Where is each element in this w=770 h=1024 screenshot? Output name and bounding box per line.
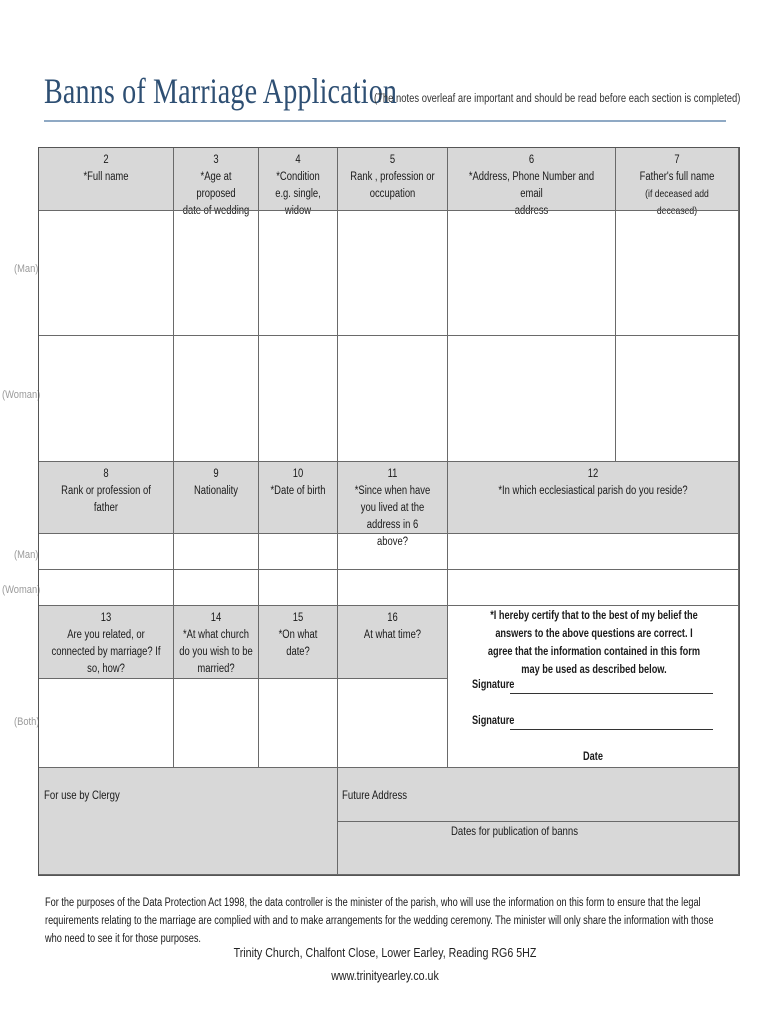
row-label-woman: (Woman) [2,389,41,401]
wedding-time-field[interactable] [337,678,447,767]
page-title: Banns of Marriage Application [44,71,398,111]
banns-dates-label: Dates for publication of banns [451,824,579,838]
man-full-name-field[interactable] [38,210,173,335]
certification-text: *I hereby certify that to the best of my belief the answers to the above questions are correct. I agree that the information contained in this form may be used as described below. [487,610,701,676]
header-cell-father-rank: 8 Rank or profession of father [38,461,173,533]
signature-line[interactable] [510,729,713,730]
woman-dob-field[interactable] [258,569,337,605]
header-cell-rank: 5 Rank , profession or occupation [337,147,447,210]
header-cell-father-name: 7 Father's full name (if deceased add deceased) [615,147,739,210]
signature-label: Signature [472,679,515,691]
row-label-man: (Man) [14,549,39,561]
row-label-man: (Man) [14,263,39,275]
woman-father-rank-field[interactable] [38,569,173,605]
future-address-label: Future Address [342,788,408,802]
woman-full-name-field[interactable] [38,335,173,461]
man-parish-field[interactable] [447,533,739,569]
header-cell-dob: 10 *Date of birth [258,461,337,533]
header-cell-age: 3 *Age at proposed date of wedding [173,147,258,210]
man-nationality-field[interactable] [173,533,258,569]
header-cell-related: 13 Are you related, or connected by marriage? If so, how? [38,605,173,678]
woman-father-name-field[interactable] [615,335,739,461]
man-address-field[interactable] [447,210,615,335]
church-field[interactable] [173,678,258,767]
footer-address: Trinity Church, Chalfont Close, Lower Earley, Reading RG6 5HZ [233,945,537,960]
woman-age-field[interactable] [173,335,258,461]
clergy-label: For use by Clergy [44,788,120,802]
woman-nationality-field[interactable] [173,569,258,605]
man-age-field[interactable] [173,210,258,335]
signature-line[interactable] [510,693,713,694]
header-cell-since-when: 11 *Since when have you lived at the address in 6 above? [337,461,447,533]
header-cell-full-name: 2 *Full name [38,147,173,210]
date-label: Date [583,751,603,763]
related-field[interactable] [38,678,173,767]
row-label-woman: (Woman) [2,584,41,596]
header-cell-church: 14 *At what church do you wish to be married? [173,605,258,678]
woman-since-when-field[interactable] [337,569,447,605]
man-father-rank-field[interactable] [38,533,173,569]
header-cell-address: 6 *Address, Phone Number and email address [447,147,615,210]
header-cell-what-time: 16 At what time? [337,605,447,678]
row-label-both: (Both) [14,716,40,728]
clergy-box [38,767,337,875]
man-dob-field[interactable] [258,533,337,569]
woman-parish-field[interactable] [447,569,739,605]
man-condition-field[interactable] [258,210,337,335]
woman-condition-field[interactable] [258,335,337,461]
title-rule [44,120,726,122]
header-cell-on-what-date: 15 *On what date? [258,605,337,678]
footer-website[interactable]: www.trinityearley.co.uk [331,968,439,983]
wedding-date-field[interactable] [258,678,337,767]
data-protection-notice: For the purposes of the Data Protection Act 1998, the data controller is the minister of the parish, who will use the information on this form to ensure that the legal requirements relating to the marriage are complied with and to make arrangements for the wedding ceremony. The minister will only share the information with those who need to see it for those purposes. [45,897,714,945]
woman-address-field[interactable] [447,335,615,461]
man-father-name-field[interactable] [615,210,739,335]
man-since-when-field[interactable] [337,533,447,569]
header-cell-nationality: 9 Nationality [173,461,258,533]
header-cell-condition: 4 *Condition e.g. single, widow [258,147,337,210]
man-rank-field[interactable] [337,210,447,335]
header-cell-parish: 12 *In which ecclesiastical parish do you reside? [447,461,739,533]
instructions-note: (The notes overleaf are important and should be read before each section is completed) [374,93,741,105]
woman-rank-field[interactable] [337,335,447,461]
signature-label: Signature [472,715,515,727]
